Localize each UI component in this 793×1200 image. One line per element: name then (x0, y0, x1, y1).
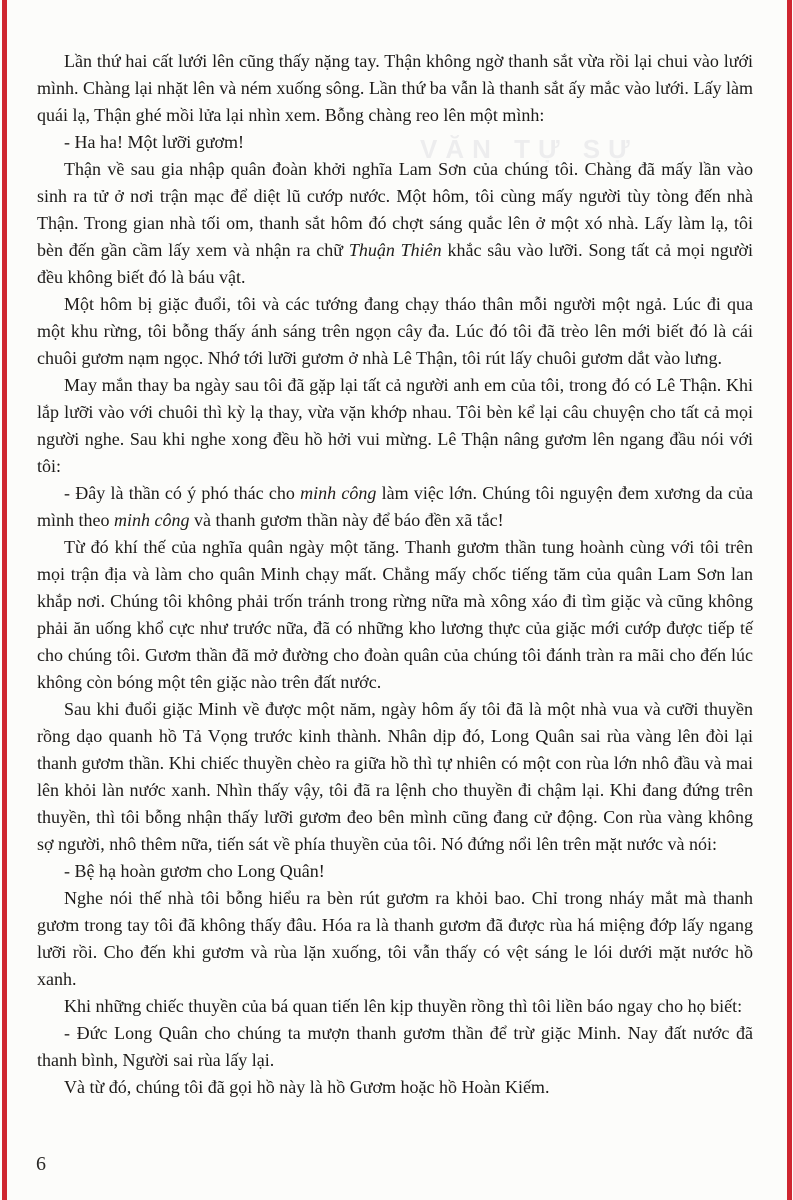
right-page-border (787, 0, 792, 1200)
paragraph (37, 696, 753, 858)
text-run: Một hôm bị giặc đuổi, tôi và các tướng đang chạy tháo thân mỗi người một ngả. Lúc đi qua một khu rừng, tôi bỗng thấy ánh sáng trên ngọn cây đa. Lúc đó tôi đã trèo lên mới biết đó là cái chuôi gươm nạm ngọc. Nhớ tới lưỡi gươm ở nhà Lê Thận, tôi rút lấy chuôi gươm dắt vào lưng. (37, 294, 753, 368)
text-run: - Đức Long Quân cho chúng ta mượn thanh gươm thần để trừ giặc Minh. Nay đất nước đã thanh bình, Người sai rùa lấy lại. (37, 1023, 753, 1070)
italic-run: Thuận Thiên (348, 240, 442, 260)
paragraph (37, 858, 753, 885)
story-text (37, 48, 753, 1101)
text-run: - Đây là thần có ý phó thác cho (64, 483, 301, 503)
text-run: Từ đó khí thế của nghĩa quân ngày một tăng. Thanh gươm thần tung hoành cùng với tôi trên mọi trận địa và làm cho quân Minh chạy mất. Chẳng mấy chốc tiếng tăm của quân Lam Sơn lan khắp nơi. Chúng tôi không phải trốn tránh trong rừng nữa mà xông xáo đi tìm giặc và cũng không phải ăn uống khổ cực như trước nữa, đã có những kho lương thực của giặc mới cướp được tiếp tế cho chúng tôi. Gươm thần đã mở đường cho đoàn quân của chúng tôi đánh tràn ra mãi cho đến lúc không còn bóng một tên giặc nào trên đất nước. (37, 537, 753, 692)
text-run: Và từ đó, chúng tôi đã gọi hồ này là hồ Gươm hoặc hồ Hoàn Kiếm. (64, 1077, 550, 1097)
paragraph (37, 129, 753, 156)
left-page-border (2, 0, 7, 1200)
text-run: - Ha ha! Một lưỡi gươm! (64, 132, 245, 152)
page-number: 6 (36, 1153, 46, 1175)
text-run: Sau khi đuổi giặc Minh về được một năm, ngày hôm ấy tôi đã là một nhà vua và cưỡi thuyền rồng dạo quanh hồ Tả Vọng trước kinh thành. Nhân dịp đó, Long Quân sai rùa vàng lên đòi lại thanh gươm thần. Khi chiếc thuyền chèo ra giữa hồ thì tự nhiên có một con rùa lớn nhô đầu và mai lên khỏi làn nước xanh. Nhìn thấy vậy, tôi đã ra lệnh cho thuyền đi chậm lại. Khi đang đứng trên thuyền, thì tôi bỗng nhận thấy lưỡi gươm đeo bên mình cũng đang cử động. Con rùa vàng không sợ người, nhô thêm nữa, tiến sát về phía thuyền của tôi. Nó đứng nổi lên trên mặt nước và nói: (37, 699, 753, 854)
paragraph (37, 48, 753, 129)
text-run: Khi những chiếc thuyền của bá quan tiến lên kịp thuyền rồng thì tôi liền báo ngay cho họ biết: (64, 996, 743, 1016)
paragraph (37, 885, 753, 993)
paragraph (37, 156, 753, 291)
paragraph (37, 1020, 753, 1074)
text-run: khắc sâu vào lưỡi. Song tất cả mọi người đều không biết đó là báu vật. (37, 240, 754, 287)
text-run: Thận về sau gia nhập quân đoàn khởi nghĩa Lam Sơn của chúng tôi. Chàng đã mấy lần vào sinh ra tử ở nơi trận mạc để diệt lũ cướp nước. Một hôm, tôi cùng mấy người tùy tòng đến nhà Thận. Trong gian nhà tối om, thanh sắt hôm đó chợt sáng quắc lên ở một xó nhà. Lấy làm lạ, tôi bèn đến gần cầm lấy xem và nhận ra chữ (37, 159, 753, 260)
paragraph (37, 372, 753, 480)
text-run: - Bệ hạ hoàn gươm cho Long Quân! (64, 861, 325, 881)
text-run: làm việc lớn. Chúng tôi nguyện đem xương da của mình theo (37, 483, 753, 530)
italic-run: minh công (300, 483, 377, 503)
bleed-through-text: VĂN TỰ SỰ (420, 134, 638, 164)
text-run: May mắn thay ba ngày sau tôi đã gặp lại tất cả người anh em của tôi, trong đó có Lê Thận. Khi lắp lưỡi vào với chuôi thì kỳ lạ thay, vừa vặn khớp nhau. Tôi bèn kể lại câu chuyện cho tất cả mọi người nghe. Sau khi nghe xong đều hồ hởi vui mừng. Lê Thận nâng gươm lên ngang đầu nói với tôi: (37, 375, 753, 476)
paragraph (37, 534, 753, 696)
paragraph (37, 1074, 753, 1101)
paragraph (37, 480, 753, 534)
text-run: Lần thứ hai cất lưới lên cũng thấy nặng tay. Thận không ngờ thanh sắt vừa rồi lại chui vào lưới mình. Chàng lại nhặt lên và ném xuống sông. Lần thứ ba vẫn là thanh sắt ấy mắc vào lưới. Lấy làm quái lạ, Thận ghé mồi lửa lại nhìn xem. Bỗng chàng reo lên một mình: (37, 51, 753, 125)
text-run: Nghe nói thế nhà tôi bỗng hiểu ra bèn rút gươm ra khỏi bao. Chỉ trong nháy mắt mà thanh gươm trong tay tôi đã không thấy đâu. Hóa ra là thanh gươm đã được rùa há miệng đớp lấy ngang lưỡi rồi. Cho đến khi gươm và rùa lặn xuống, tôi vẫn thấy có vệt sáng le lói dưới mặt nước hồ xanh. (37, 888, 753, 989)
italic-run: minh công (114, 510, 190, 530)
paragraph (37, 993, 753, 1020)
text-run: và thanh gươm thần này để báo đền xã tắc! (189, 510, 504, 530)
paragraph (37, 291, 753, 372)
